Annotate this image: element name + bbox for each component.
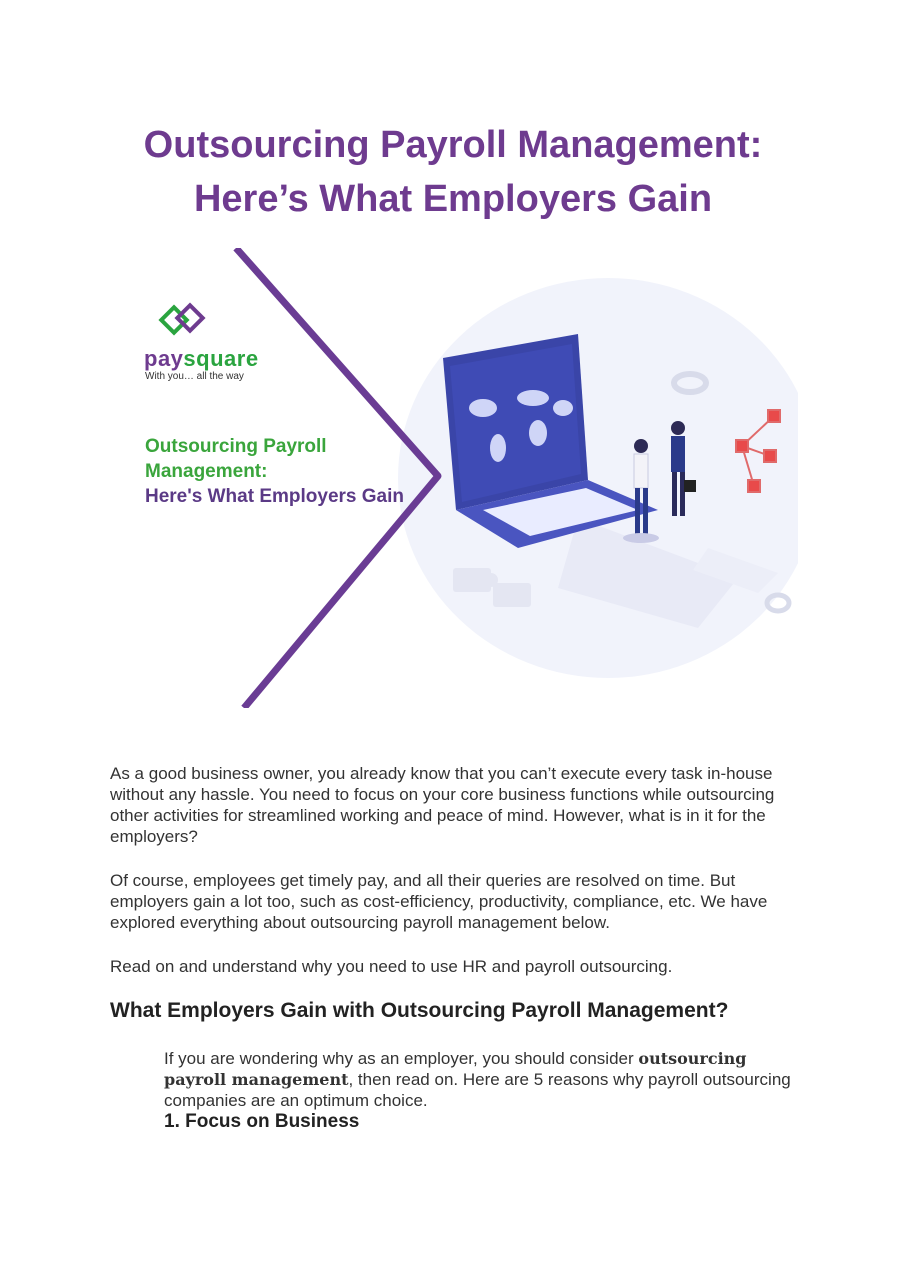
logo-square: square xyxy=(183,346,259,371)
logo-tagline: With you… all the way xyxy=(145,371,244,382)
banner-heading xyxy=(145,434,404,509)
subheading-focus-on-business: 1. Focus on Business xyxy=(164,1111,360,1132)
outsourcing-payroll-link-text: outsourcing payroll management xyxy=(164,1049,747,1089)
banner-heading-line-2: Management: xyxy=(145,461,268,482)
paysquare-wordmark xyxy=(144,346,259,372)
laptop-screen-inner xyxy=(450,344,581,502)
paragraph-reasons xyxy=(164,1048,804,1111)
hero-banner-image xyxy=(138,248,798,708)
reasons-text-before: If you are wondering why as an employer, you should consider xyxy=(164,1049,639,1068)
banner-heading-line-1: Outsourcing Payroll xyxy=(145,436,327,457)
banner-heading-line-3: Here's What Employers Gain xyxy=(145,486,404,507)
title-line-1: Outsourcing Payroll Management: xyxy=(143,124,763,166)
paysquare-logo-icon xyxy=(161,305,202,332)
reasons-text-after: , then read on. Here are 5 reasons why payroll outsourcing companies are an optimum choice. xyxy=(164,1070,791,1110)
paragraph-intro: As a good business owner, you already know that you can’t execute every task in-house without any hassle. You need to focus on your core business functions while outsourcing other activities for streamlined working and peace of mind. However, what is in it for the employers? xyxy=(110,764,775,846)
paragraph-read-on: Read on and understand why you need to use HR and payroll outsourcing. xyxy=(110,957,673,976)
logo-pay: pay xyxy=(144,346,184,371)
title-line-2: Here’s What Employers Gain xyxy=(193,178,713,220)
page-title xyxy=(0,118,906,226)
section-heading: What Employers Gain with Outsourcing Payroll Management? xyxy=(110,999,729,1022)
paragraph-benefits: Of course, employees get timely pay, and all their queries are resolved on time. But employers gain a lot too, such as cost-efficiency, productivity, compliance, etc. We have explored everything about outsourcing payroll management below. xyxy=(110,871,768,932)
